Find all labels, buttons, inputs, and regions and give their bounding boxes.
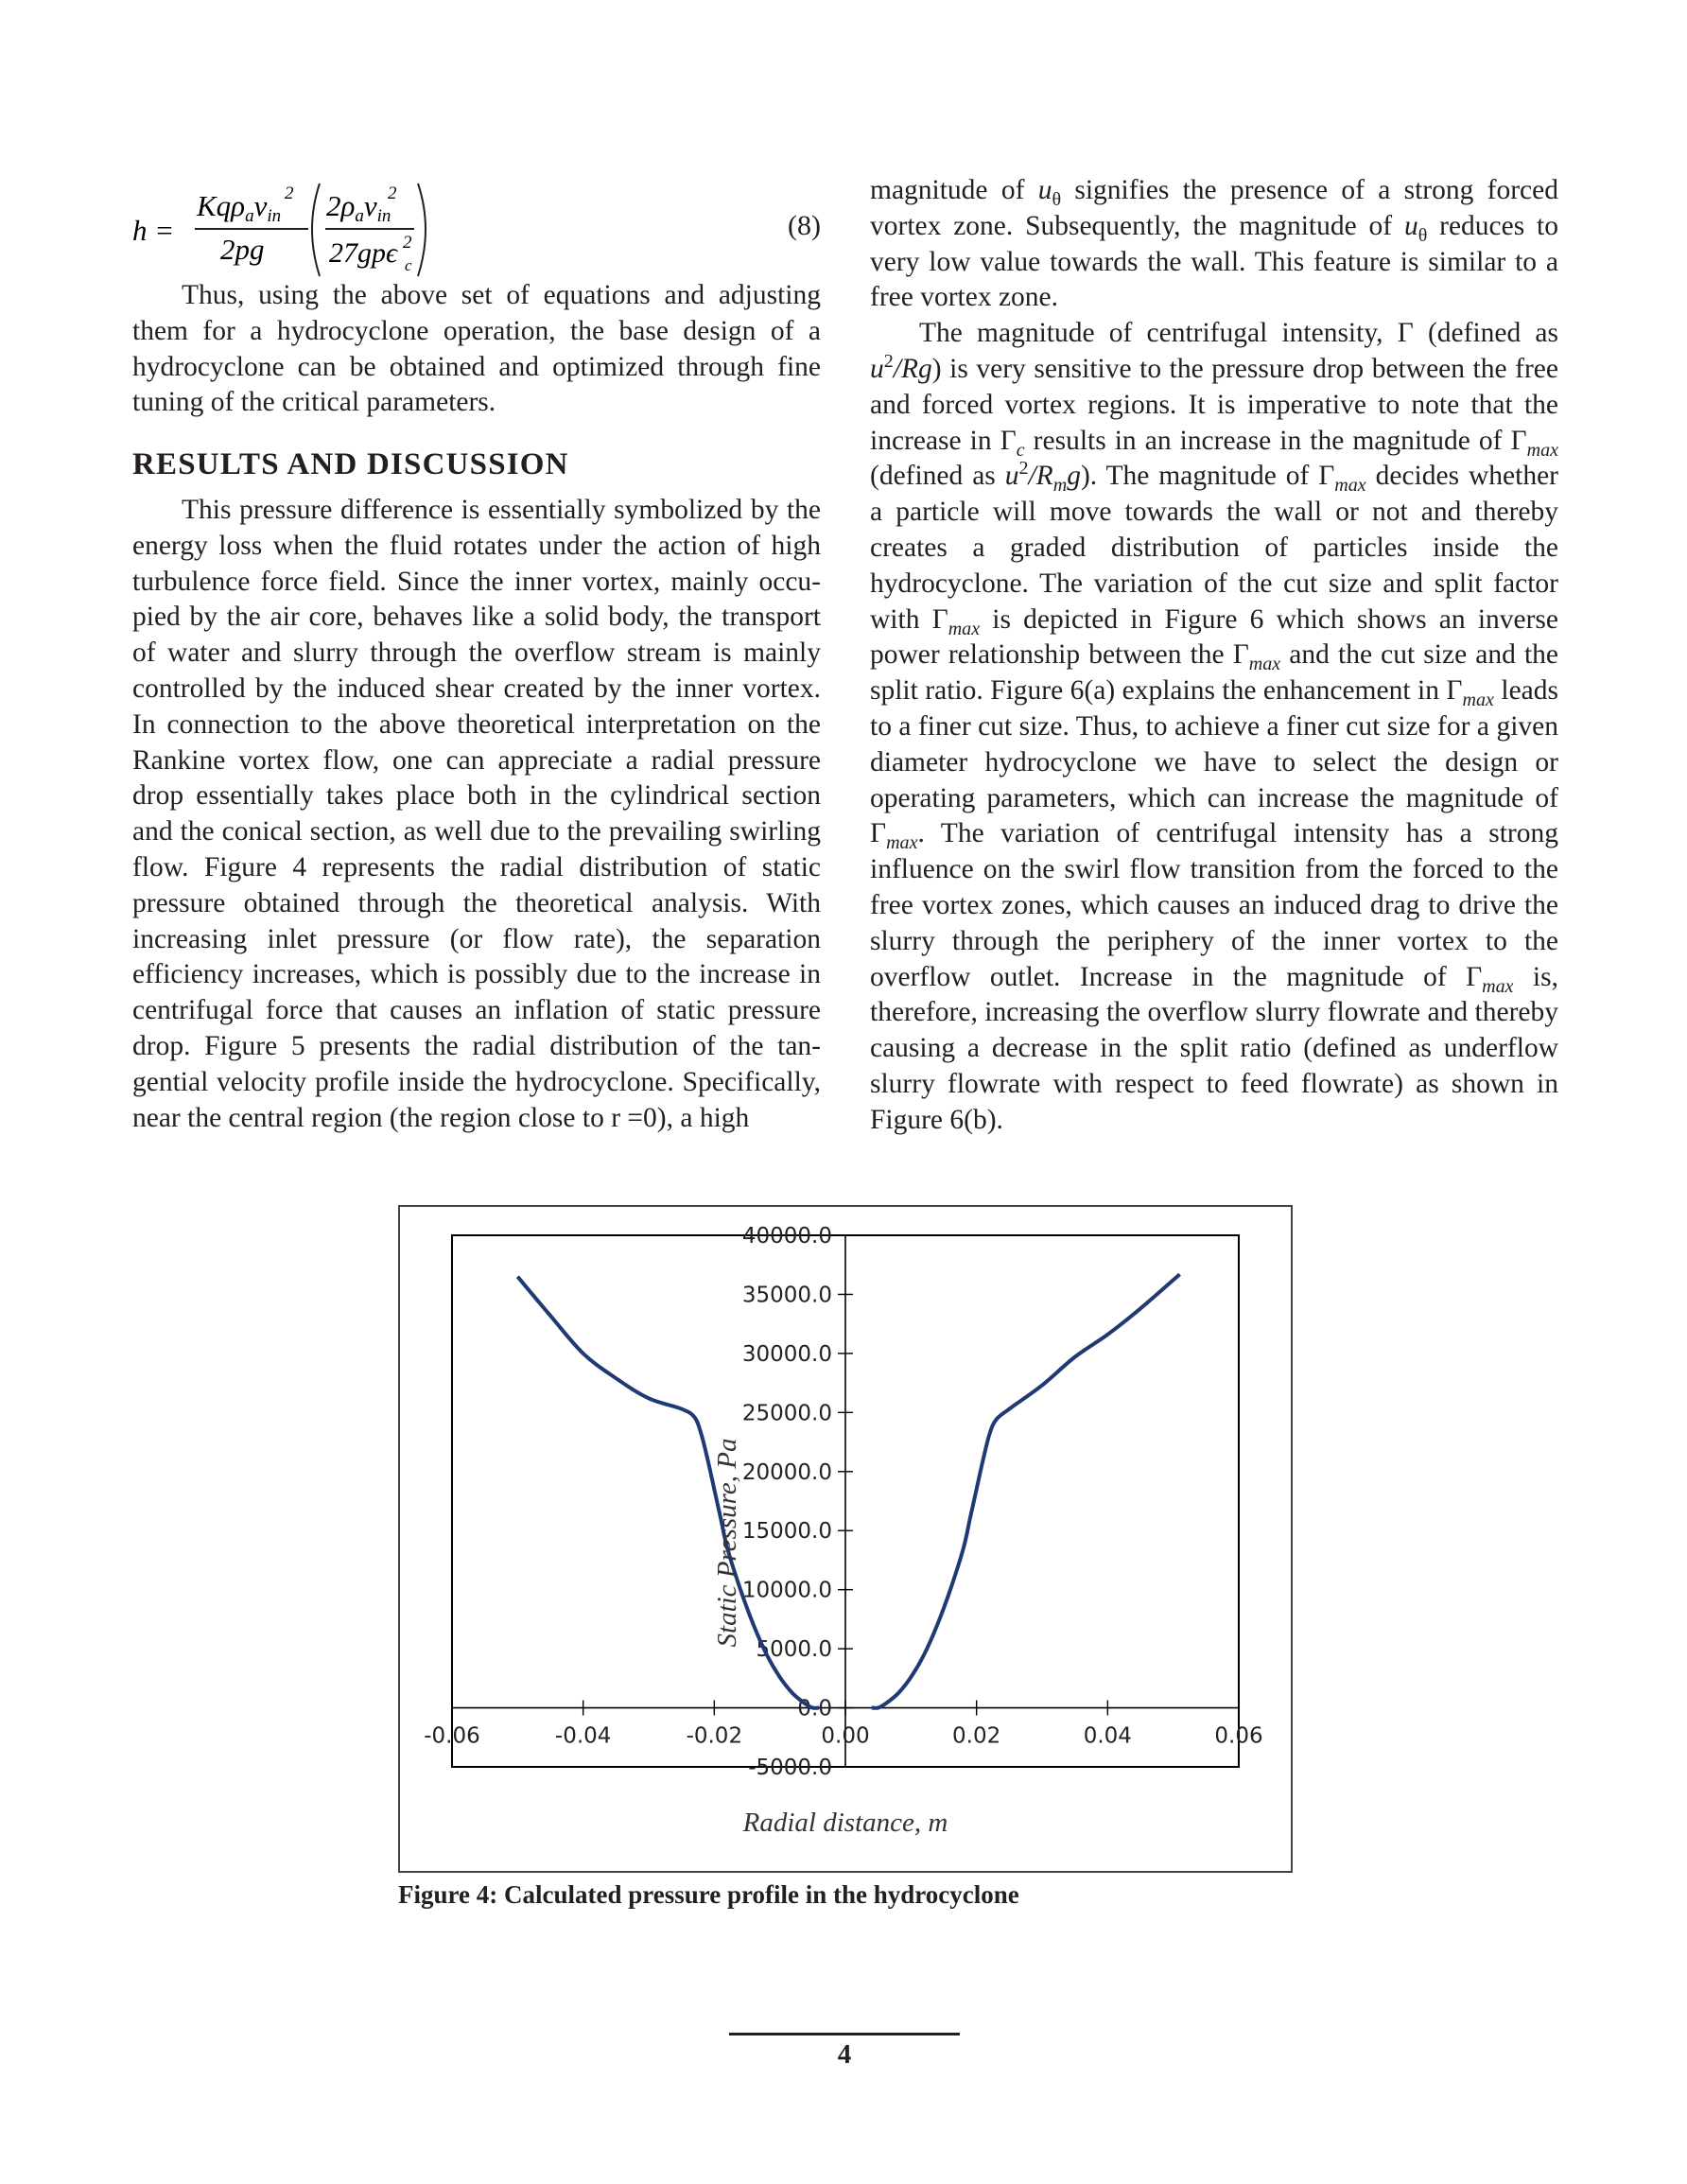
eq-num-k: Kqρ [197, 189, 246, 222]
pressure-chart [400, 1207, 1291, 1871]
x-tick-label: -0.02 [686, 1723, 743, 1749]
left-column [132, 172, 821, 1136]
eq-inner-den: 27gpϵ [329, 237, 398, 269]
svg-text:2ρavin [326, 189, 391, 226]
equation-lhs: h = [132, 214, 175, 247]
chart-ticks [424, 1224, 1262, 1780]
x-tick-label: -0.06 [424, 1723, 480, 1749]
paragraph-magnitude: magnitude of $u_\theta$ signifies the presence of a strong forced vortex zone. Subsequently, the magnitude of $u_\theta$ reduces to very low value towards the wall. This feature is similar to a free vortex zone. [870, 175, 1558, 313]
y-tick-label: 20000.0 [741, 1459, 832, 1485]
equation-formula [132, 172, 567, 278]
section-heading: RESULTS AND DISCUSSION [132, 447, 569, 482]
x-axis-label: Radial distance, m [742, 1808, 948, 1838]
eq-inner-num-sub: a [355, 206, 364, 226]
eq-inner-sup: 2 [388, 183, 397, 203]
page-number: 4 [837, 2039, 852, 2070]
y-tick-label: 10000.0 [741, 1578, 832, 1603]
equation-number: (8) [788, 210, 821, 241]
paragraph-pressure-difference: This pressure difference is essentially symbolized by the energy loss when the fluid rotates under the action of high turbulence force field. Since the inner vortex, mainly occupied by the air core, behaves like a solid body, the transport of water and slurry through the overflow stream is mainly controlled by the induced shear created by the inner vortex. In connection to the above theoretical interpretation on the Rankine vortex flow, one can appreciate a radial pressure drop essentially takes place both in the cylindrical section and the conical section, as well due to the prevailing swirling flow. Figure 4 represents the radial distribution of static pressure obtained through the theoretical analysis. With increasing inlet pressure (or flow rate), the separation efficiency increases, which is possibly due to the increase in centrifugal force that causes an inflation of static pressure drop. Figure 5 presents the radial distribution of the tangential velocity profile inside the hydrocyclone. Specifically, near the central region (the region close to r =0), a high [132, 494, 821, 1133]
x-tick-label: 0.04 [1083, 1723, 1132, 1749]
eq-num-sub: a [245, 206, 254, 226]
svg-text:Kqρavin [196, 189, 281, 226]
eq-num-v-sub: in [267, 206, 282, 226]
figure-4-chart [398, 1205, 1293, 1873]
eq-inner-num: 2ρ [326, 189, 356, 222]
y-tick-label: 40000.0 [741, 1224, 832, 1249]
eq-inner-v: v [363, 189, 377, 222]
eq-inner-den-sup: 2 [403, 233, 412, 253]
eq-left-paren [312, 183, 320, 276]
y-tick-label: 0.0 [797, 1696, 832, 1721]
y-tick-label: 35000.0 [741, 1283, 832, 1308]
right-column [870, 173, 1558, 1139]
equation-8 [132, 172, 821, 278]
x-tick-label: 0.00 [821, 1723, 870, 1749]
footer-rule [729, 2033, 960, 2035]
paragraph-centrifugal-intensity: The magnitude of centrifugal intensity, Γ (defined as $u^2/Rg$) is very sensitive to the pressure drop between the free and forced vortex regions. It is imperative to note that the increase in $\Gamma_c$ results in an increase in the magnitude of $\Gamma_{max}$ (defined as $u^2/R_mg$). The magnitude of $\Gamma_{max}$ decides whether a particle will move towards the wall or not and thereby creates a graded distribution of particles inside the hydrocyclone. The variation of the cut size and split factor with $\Gamma_{max}$ is depicted in Figure 6 which shows an inverse power relationship between the $\Gamma_{max}$ and the cut size and the split ratio. Figure 6(a) explains the enhancement in $\Gamma_{max}$ leads to a finer cut size. Thus, to achieve a finer cut size for a given diameter hydrocyclone we have to select the design or operating parameters, which can increase the magnitude of $\Gamma_{max}$. The variation of centrifugal intensity has a strong influence on the swirl flow transition from the forced to the free vortex zones, which causes an induced drag to drive the slurry through the periphery of the inner vortex to the overflow outlet. Increase in the magnitude of $\Gamma_{max}$ is, therefore, increasing the overflow slurry flowrate and thereby causing a decrease in the split ratio (defined as underflow slurry flowrate with respect to feed flowrate) as shown in Figure 6(b). [870, 318, 1559, 1135]
eq-num-v: v [253, 189, 268, 222]
x-tick-label: -0.04 [554, 1723, 612, 1749]
chart-axes [452, 1235, 1239, 1767]
y-tick-label: 25000.0 [741, 1401, 832, 1426]
eq-num-sup: 2 [285, 183, 294, 203]
pressure-series-line-2 [872, 1274, 1180, 1708]
x-tick-label: 0.06 [1214, 1723, 1263, 1749]
y-tick-label: 15000.0 [741, 1519, 832, 1545]
figure-caption: Figure 4: Calculated pressure profile in the hydrocyclone [398, 1880, 1019, 1909]
paragraph-thus: Thus, using the above set of equations and adjusting them for a hydrocyclone operation, the base design of a hydrocyclone can be obtained and optimized through fine tuning of the critical parameters. [132, 280, 821, 418]
chart-series [517, 1274, 1179, 1708]
y-tick-label: 5000.0 [756, 1637, 832, 1663]
y-tick-label: 30000.0 [741, 1341, 832, 1367]
eq-denominator: 2pg [220, 233, 265, 266]
eq-inner-den-sub: c [405, 256, 412, 274]
y-tick-label: -5000.0 [748, 1756, 832, 1780]
eq-inner-v-sub: in [376, 206, 391, 226]
x-tick-label: 0.02 [952, 1723, 1001, 1749]
y-axis-label: Static Pressure, Pa [712, 1438, 742, 1648]
eq-right-paren [418, 183, 426, 276]
